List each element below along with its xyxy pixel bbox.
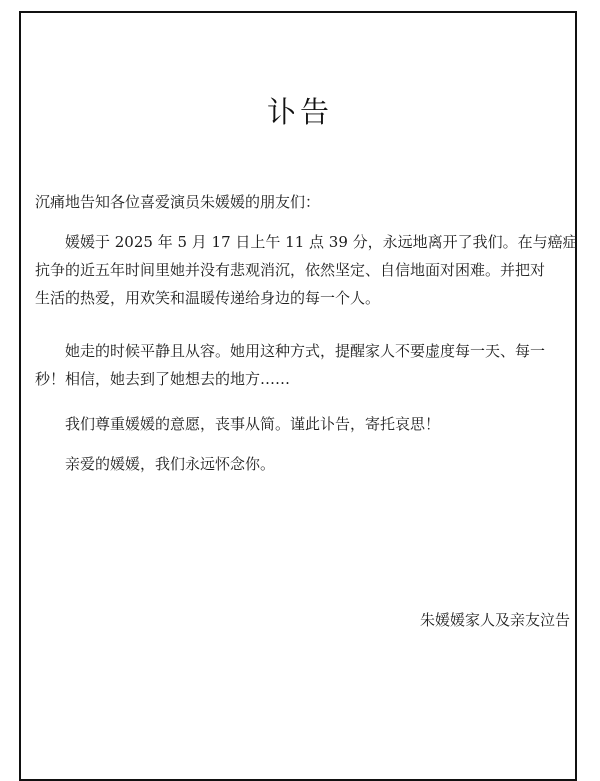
paragraph-line: 生活的热爱，用欢笑和温暖传递给身边的每一个人。	[35, 289, 381, 307]
salutation: 沉痛地告知各位喜爱演员朱媛媛的朋友们：	[35, 193, 321, 211]
document-title: 讣告	[266, 95, 333, 129]
paragraph-line: 抗争的近五年时间里她并没有悲观消沉，依然坚定、自信地面对困难。并把对	[35, 261, 546, 279]
paragraph-4	[35, 450, 565, 478]
paragraph-2	[35, 337, 565, 393]
paragraph-line: 媛媛于 2025 年 5 月 17 日上午 11 点 39 分，永远地离开了我们。在与癌症	[65, 233, 578, 251]
paragraph-line: 我们尊重媛媛的意愿，丧事从简。谨此讣告，寄托哀思！	[65, 415, 441, 433]
paragraph-line: 她走的时候平静且从容。她用这种方式，提醒家人不要虚度每一天、每一	[65, 342, 546, 360]
paragraph-3	[35, 410, 565, 438]
paragraph-line: 亲爱的媛媛，我们永远怀念你。	[65, 455, 276, 473]
paragraph-line: 秒！相信，她去到了她想去的地方……	[35, 370, 291, 388]
paragraph-1	[35, 228, 578, 312]
signature: 朱媛媛家人及亲友泣告	[419, 611, 570, 629]
